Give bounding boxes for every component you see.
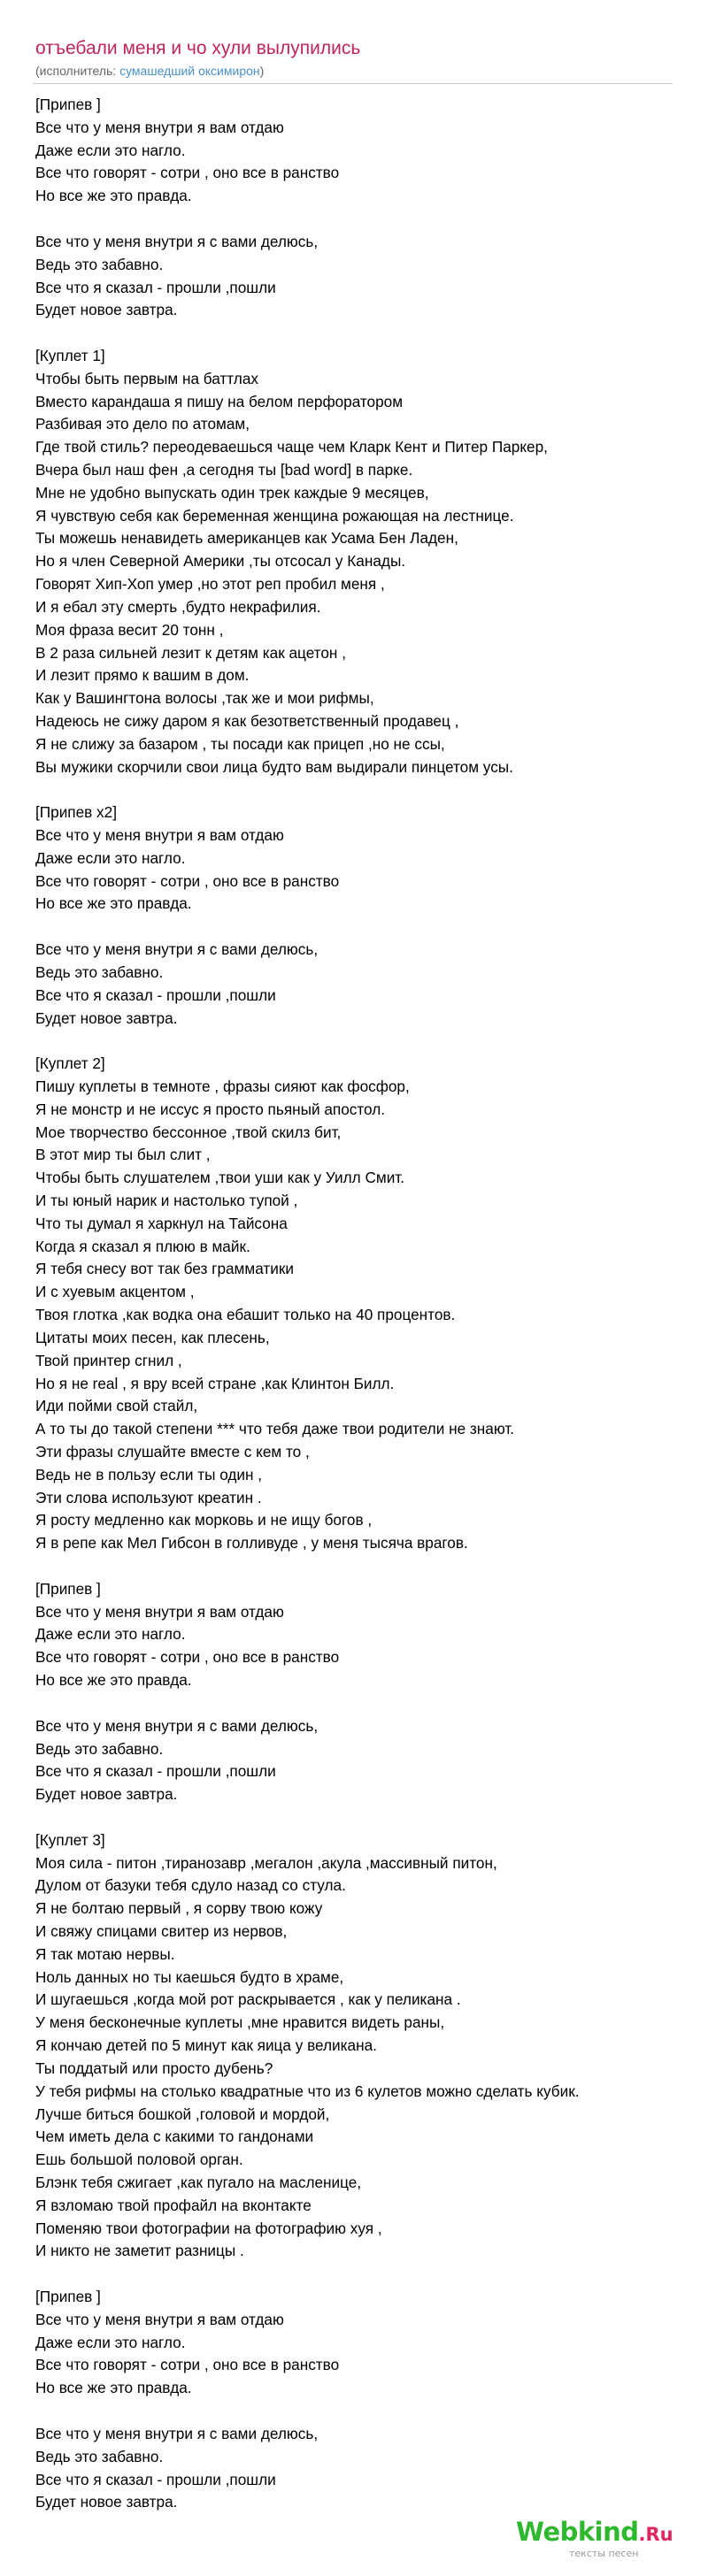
lyric-line: Все что у меня внутри я вам отдаю xyxy=(35,118,284,136)
lyrics-stanza xyxy=(35,1053,708,1555)
lyric-line: Твоя глотка ,как водка она ебашит только на 40 процентов. xyxy=(35,1306,456,1324)
lyric-line: Поменяю твои фотографии на фотографию хуя , xyxy=(35,2219,382,2237)
lyric-line: Я кончаю детей по 5 минут как яица у великана. xyxy=(35,2036,377,2055)
artist-prefix: (исполнитель: xyxy=(35,64,120,78)
lyric-line: Как у Вашингтона волосы ,так же и мои рифмы, xyxy=(35,689,374,708)
lyric-line: Но я член Северной Америки ,ты отсосал у Канады. xyxy=(35,552,406,571)
header-divider xyxy=(33,83,673,84)
lyric-line: Все что у меня внутри я вам отдаю xyxy=(35,1602,284,1621)
lyric-line: Будет новое завтра. xyxy=(35,2493,178,2511)
lyric-line: Я не болтаю первый , я сорву твою кожу xyxy=(35,1899,323,1918)
artist-link[interactable]: сумашедший оксимирон xyxy=(119,64,260,78)
lyric-line: [Припев ] xyxy=(35,2288,101,2305)
song-title: отъебали меня и чо хули вылупились xyxy=(35,38,361,58)
lyric-line: И ты юный нарик и настолько тупой , xyxy=(35,1192,298,1209)
lyric-line: Ты можешь ненавидеть американцев как Усама Бен Ладен, xyxy=(35,529,458,548)
lyrics-stanza xyxy=(35,2423,708,2514)
lyric-line: Мое творчество бессонное ,твой скилз бит, xyxy=(35,1123,342,1141)
lyrics-stanza xyxy=(35,939,708,1030)
lyric-line: Что ты думал я харкнул на Тайсона xyxy=(35,1214,288,1232)
lyric-line: Я тебя снесу вот так без грамматики xyxy=(35,1260,294,1278)
lyric-line: Эти фразы слушайте вместе с кем то , xyxy=(35,1442,310,1460)
lyrics-body xyxy=(35,94,708,2537)
logo-tagline: тексты песен xyxy=(569,2548,639,2559)
lyric-line: Ты поддатый или просто дубень? xyxy=(35,2058,273,2077)
lyric-line: Ешь большой половой орган. xyxy=(35,2150,243,2169)
lyric-line: Все что говорят - сотри , оно все в ранство xyxy=(35,164,340,182)
lyric-line: В этот мир ты был слит , xyxy=(35,1146,211,1164)
logo-name: Webkind xyxy=(516,2517,639,2547)
lyric-line: Блэнк тебя сжигает ,как пугало на масленице, xyxy=(35,2173,362,2191)
lyric-line: Но я не real , я вру всей стране ,как Клинтон Билл. xyxy=(35,1374,395,1392)
lyric-line: Все что я сказал - прошли ,пошли xyxy=(35,1762,276,1781)
lyric-line: Я так мотаю нервы. xyxy=(35,1944,175,1963)
lyric-line: Где твой стиль? переодеваешься чаще чем Кларк Кент и Питер Паркер, xyxy=(35,438,548,456)
lyric-line: Эти слова используют креатин . xyxy=(35,1488,262,1506)
lyric-line: Дулом от базуки тебя сдуло назад со стула. xyxy=(35,1876,346,1895)
lyric-line: У меня бесконечные куплеты ,мне нравится видеть раны, xyxy=(35,2013,445,2032)
lyric-line: Я взломаю твой профайл на вконтакте xyxy=(35,2196,312,2214)
lyric-line: Ноль данных но ты каешься будто в храме, xyxy=(35,1967,344,1986)
lyrics-stanza xyxy=(35,801,708,916)
lyric-line: [Припев ] xyxy=(35,1579,101,1598)
lyrics-stanza xyxy=(35,1578,708,1692)
lyric-line: И никто не заметит разницы . xyxy=(35,2242,244,2260)
lyric-line: И с хуевым акцентом , xyxy=(35,1283,195,1301)
lyric-line: Я не монстр и не иссус я просто пьяный апостол. xyxy=(35,1100,386,1118)
lyric-line: А то ты до такой степени *** что тебя даже твои родители не знают. xyxy=(35,1420,515,1438)
lyric-line: Ведь это забавно. xyxy=(35,1739,164,1758)
lyric-line: Пишу куплеты в темноте , фразы сияют как фосфор, xyxy=(35,1077,410,1095)
lyric-line: Все что у меня внутри я с вами делюсь, xyxy=(35,2424,319,2442)
lyric-line: Но все же это правда. xyxy=(35,187,192,205)
lyric-line: Я в репе как Мел Гибсон в голливуде , у меня тысяча врагов. xyxy=(35,1534,468,1552)
lyric-line: Ведь это забавно. xyxy=(35,2447,164,2465)
lyric-line: [Куплет 3] xyxy=(35,1830,105,1849)
lyric-line: Иди пойми свой стайл, xyxy=(35,1397,198,1415)
lyric-line: Все что говорят - сотри , оно все в ранство xyxy=(35,2356,340,2374)
lyric-line: Будет новое завтра. xyxy=(35,301,178,319)
lyric-line: Даже если это нагло. xyxy=(35,2333,186,2351)
lyrics-stanza xyxy=(35,1715,708,1806)
lyric-line: [Припев x2] xyxy=(35,803,117,822)
lyric-line: И шугаешься ,когда мой рот раскрывается , как у пеликана . xyxy=(35,1990,461,2009)
lyric-line: Все что я сказал - прошли ,пошли xyxy=(35,985,276,1004)
lyric-line: Разбивая это дело по атомам, xyxy=(35,415,250,433)
lyric-line: Чтобы быть слушателем ,твои уши как у Уилл Смит. xyxy=(35,1169,405,1187)
lyric-line: Все что у меня внутри я с вами делюсь, xyxy=(35,940,319,959)
lyric-line: Чтобы быть первым на баттлах xyxy=(35,369,258,387)
lyric-line: Даже если это нагло. xyxy=(35,141,186,159)
lyric-line: Все что я сказал - прошли ,пошли xyxy=(35,278,276,296)
lyrics-stanza xyxy=(35,345,708,778)
lyric-line: Все что у меня внутри я с вами делюсь, xyxy=(35,1716,319,1735)
lyric-line: Надеюсь не сижу даром я как безответственный продавец , xyxy=(35,711,459,730)
artist-line xyxy=(35,63,673,79)
lyrics-stanza xyxy=(35,2286,708,2400)
lyric-line: Но все же это правда. xyxy=(35,2379,192,2397)
lyric-line: И я ебал эту смерть ,будто некрафилия. xyxy=(35,597,321,616)
lyric-line: Я росту медленно как морковь и не ищу богов , xyxy=(35,1511,373,1530)
lyric-line: Даже если это нагло. xyxy=(35,848,186,867)
lyric-line: Я не слижу за базаром , ты посади как прицеп ,но не ссы, xyxy=(35,734,445,753)
lyric-line: Мне не удобно выпускать один трек каждые 9 месяцев, xyxy=(35,483,429,502)
artist-suffix: ) xyxy=(259,64,265,78)
song-header xyxy=(35,37,673,79)
logo-suffix: .Ru xyxy=(638,2524,673,2545)
lyric-line: [Припев ] xyxy=(35,96,101,113)
lyric-line: И лезит прямо к вашим в дом. xyxy=(35,666,250,685)
lyric-line: Моя фраза весит 20 тонн , xyxy=(35,620,224,639)
lyric-line: Вы мужики скорчили свои лица будто вам выдирали пинцетом усы. xyxy=(35,757,513,776)
lyric-line: Ведь это забавно. xyxy=(35,962,164,981)
lyric-line: Все что у меня внутри я вам отдаю xyxy=(35,2310,284,2328)
lyric-line: Ведь не в пользу если ты один , xyxy=(35,1465,263,1484)
lyric-line: Твой принтер сгнил , xyxy=(35,1351,182,1369)
lyric-line: Все что говорят - сотри , оно все в ранство xyxy=(35,871,340,890)
lyric-line: Чем иметь дела с какими то гандонами xyxy=(35,2128,314,2146)
lyrics-stanza xyxy=(35,231,708,322)
lyric-line: И свяжу спицами свитер из нервов, xyxy=(35,1922,288,1940)
lyric-line: Все что у меня внутри я вам отдаю xyxy=(35,826,284,844)
lyric-line: [Куплет 2] xyxy=(35,1054,105,1073)
lyric-line: [Куплет 1] xyxy=(35,346,105,364)
lyric-line: Но все же это правда. xyxy=(35,1671,192,1690)
lyric-line: У тебя рифмы на столько квадратные что из 6 кулетов можно сделать кубик. xyxy=(35,2082,580,2100)
lyrics-stanza xyxy=(35,1829,708,2263)
lyric-line: Когда я сказал я плюю в майк. xyxy=(35,1237,250,1255)
lyric-line: Будет новое завтра. xyxy=(35,1785,178,1804)
lyric-line: Лучше биться бошкой ,головой и мордой, xyxy=(35,2104,330,2123)
lyric-line: Все что я сказал - прошли ,пошли xyxy=(35,2470,276,2488)
lyric-line: Вместо карандаша я пишу на белом перфоратором xyxy=(35,392,404,410)
lyric-line: Все что у меня внутри я с вами делюсь, xyxy=(35,232,319,250)
lyrics-stanza xyxy=(35,94,708,208)
lyric-line: В 2 раза сильней лезит к детям как ацетон , xyxy=(35,643,346,662)
lyric-line: Цитаты моих песен, как плесень, xyxy=(35,1328,270,1346)
webkind-logo[interactable] xyxy=(516,2518,693,2562)
lyric-line: Говорят Хип-Хоп умер ,но этот реп пробил меня , xyxy=(35,575,385,594)
lyric-line: Даже если это нагло. xyxy=(35,1625,186,1644)
lyric-line: Будет новое завтра. xyxy=(35,1008,178,1027)
lyric-line: Но все же это правда. xyxy=(35,894,192,913)
lyric-line: Все что говорят - сотри , оно все в ранство xyxy=(35,1648,340,1667)
lyric-line: Ведь это забавно. xyxy=(35,255,164,273)
lyric-line: Вчера был наш фен ,а сегодня ты [bad word] в парке. xyxy=(35,461,413,479)
lyric-line: Моя сила - питон ,тиранозавр ,мегалон ,акула ,массивный питон, xyxy=(35,1853,497,1872)
lyric-line: Я чувствую себя как беременная женщина рожающая на лестнице. xyxy=(35,506,514,525)
